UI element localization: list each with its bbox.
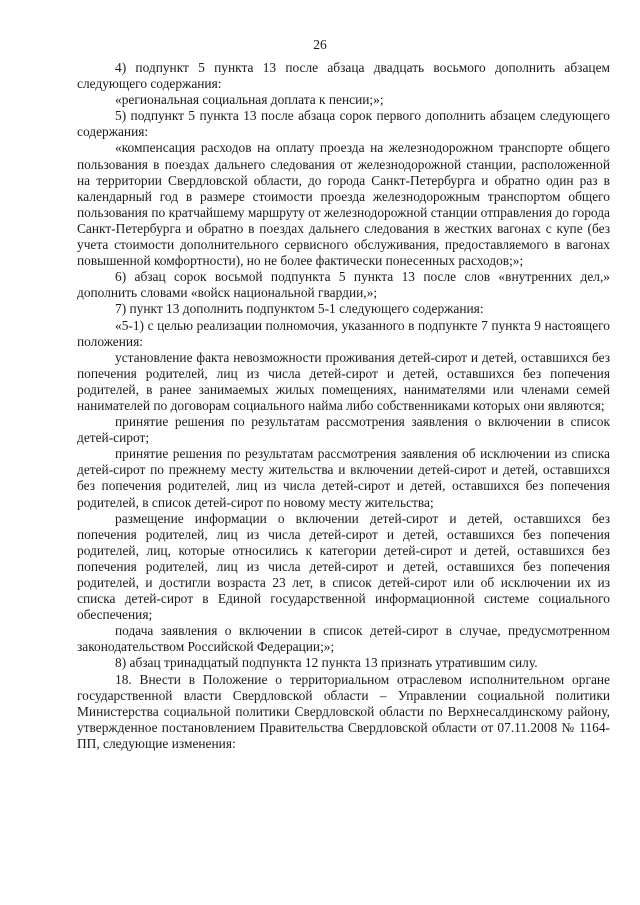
paragraph-quote-travel-compensation: «компенсация расходов на оплату проезда на железнодорожном транспорте общего пользования в поездах дальнего следования от железнодорожной станции, расположенной на территории Свердловской области, до города Санкт-Петербурга и обратно один раз в календарный год в размере стоимости проезда железнодорожным транспортом общего пользования по кратчайшему маршруту от железнодорожной станции отправления до города Санкт-Петербурга и обратно в поездах дальнего следования в жестких вагонах с купе (без учета стоимости дополнительного сервисного обслуживания, предоставляемого в вагонах повышенной комфортности), но не более фактически понесенных расходов;»; [77, 140, 610, 269]
paragraph-information-placement: размещение информации о включении детей-сирот и детей, оставшихся без попечения родителей, лиц из числа детей-сирот и детей, оставшихся без попечения родителей, лиц, которые относились к категории детей-сирот и детей, оставшихся без попечения родителей, лиц из числа детей-сирот и детей, оставшихся без попечения родителей, и достигли возраста 23 лет, в список детей-сирот или об исключении их из списка детей-сирот в Единой государственной информационной системе социального обеспечения; [77, 510, 610, 623]
paragraph-quote-pension: «региональная социальная доплата к пенсии;»; [115, 92, 384, 108]
paragraph-decision-exclusion: принятие решения по результатам рассмотрения заявления об исключении из списка детей-сирот по прежнему месту жительства и включении детей-сирот и детей, оставшихся без попечения родителей, лиц из числа детей-сирот и детей, оставшихся без попечения родителей, в список детей-сирот по новому месту жительства; [77, 446, 610, 510]
paragraph-establishing-fact: установление факта невозможности проживания детей-сирот и детей, оставшихся без попечения родителей, лиц из числа детей-сирот и детей, оставшихся без попечения родителей, в ранее занимаемых жилых помещениях, нанимателями или членами семей нанимателей по договорам социального найма либо собственниками которых они являются; [77, 349, 610, 413]
paragraph-subitem-6: 6) абзац сорок восьмой подпункта 5 пункта 13 после слов «внутренних дел,» дополнить словами «войск национальной гвардии,»; [77, 269, 610, 301]
paragraph-item-18: 18. Внести в Положение о территориальном отраслевом исполнительном органе государственной власти Свердловской области – Управлении социальной политики Министерства социальной политики Свердловской области по Верхнесалдинскому району, утвержденное постановлением Правительства Свердловской области от 07.11.2008 № 1164-ПП, следующие изменения: [77, 671, 610, 751]
document-body [77, 60, 610, 752]
paragraph-subitem-5: 5) подпункт 5 пункта 13 после абзаца сорок первого дополнить абзацем следующего содержания: [77, 108, 610, 140]
page-number: 26 [313, 37, 327, 52]
paragraph-decision-inclusion: принятие решения по результатам рассмотрения заявления о включении в список детей-сирот; [77, 414, 610, 446]
paragraph-subitem-8: 8) абзац тринадцатый подпункта 12 пункта 13 признать утратившим силу. [115, 655, 538, 671]
paragraph-quote-5-1: «5-1) с целью реализации полномочия, указанного в подпункте 7 пункта 9 настоящего положения: [77, 317, 610, 349]
paragraph-subitem-7: 7) пункт 13 дополнить подпунктом 5-1 следующего содержания: [115, 301, 484, 317]
paragraph-application-submission: подача заявления о включении в список детей-сирот в случае, предусмотренном законодательством Российской Федерации;»; [77, 623, 610, 655]
paragraph-subitem-4: 4) подпункт 5 пункта 13 после абзаца двадцать восьмого дополнить абзацем следующего содержания: [77, 60, 610, 92]
